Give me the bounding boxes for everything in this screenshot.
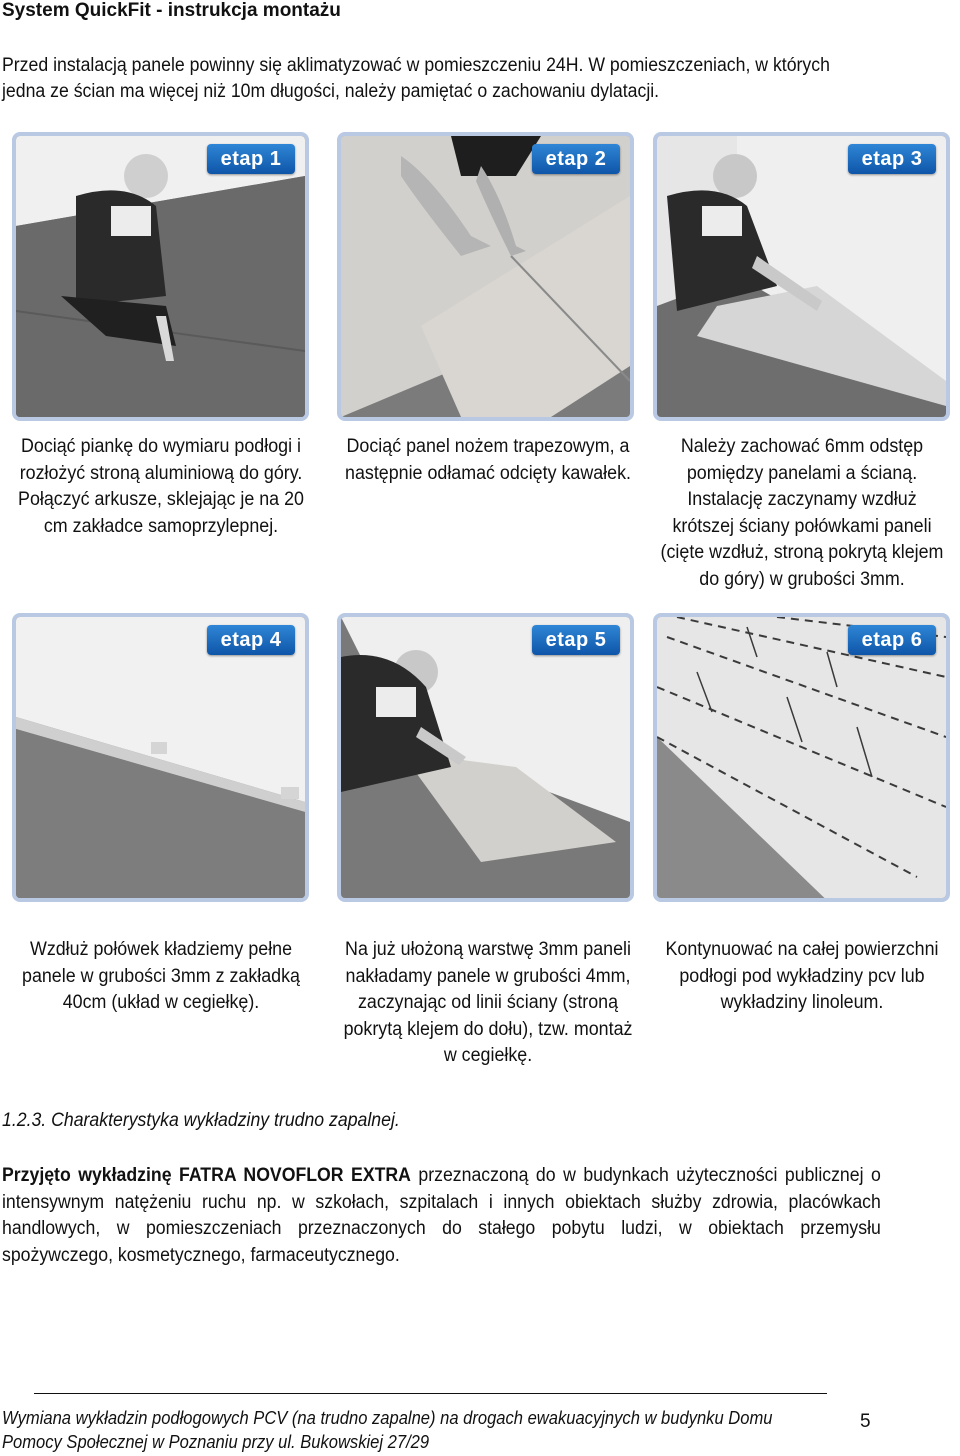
brick-layout-icon (657, 617, 946, 902)
step-5-caption: Na już ułożoną warstwę 3mm paneli nakładamy panele w grubości 4mm, zaczynając od linii ściany (stroną pokrytą klejem do dołu), tzw. montaż w cegiełkę. (343, 939, 633, 1066)
step-1-caption: Dociąć piankę do wymiaru podłogi i rozłożyć stroną aluminiową do góry. Połączyć arkusze, sklejając je na 20 cm zakładce samoprzylepnej. (18, 436, 304, 537)
panel-cutting-icon (341, 136, 630, 417)
step-badge: etap 5 (532, 625, 620, 655)
step-3-photo (653, 132, 950, 421)
page-number: 5 (860, 1411, 871, 1432)
step-6-photo (653, 613, 950, 902)
body-paragraph (2, 1163, 881, 1269)
page-title: System QuickFit - instrukcja montażu (2, 0, 341, 21)
half-panels-icon (16, 617, 305, 902)
step-6-caption: Kontynuować na całej powierzchni podłogi pod wykładziny pcv lub wykładziny linoleum. (665, 939, 939, 1013)
step-badge: etap 4 (207, 625, 295, 655)
step-1-photo (12, 132, 309, 421)
intro-text: Przed instalacją panele powinny się aklimatyzować w pomieszczeniu 24H. W pomieszczeniach, w których jedna ze ścian ma więcej niż 10m długości, należy pamiętać o zachowaniu dylatacji. (2, 55, 830, 102)
step-4-caption: Wzdłuż połówek kładziemy pełne panele w grubości 3mm z zakładką 40cm (układ w cegiełkę). (22, 939, 300, 1013)
paragraph-text: przeznaczoną do w budynkach użyteczności publicznej o intensywnym natężeniu ruchu np. w szkołach, szpitalach i innych obiektach służby zdrowia, placówkach handlowych, w pomieszczeniach przeznaczonych do stałego pobytu ludzi, w obiektach przemysłu spożywczego, kosmetycznego, farmaceutycznego. (2, 1165, 881, 1266)
step-4-photo (12, 613, 309, 902)
step-3-caption: Należy zachować 6mm odstęp pomiędzy panelami a ścianą. Instalację zaczynamy wzdłuż krótszej ściany połówkami paneli (cięte wzdłuż, stroną pokrytą klejem do góry) w grubości 3mm. (660, 436, 944, 590)
step-badge: etap 3 (848, 144, 936, 174)
step-5-photo (337, 613, 634, 902)
man-laying-panel-icon (341, 617, 630, 902)
step-2-photo (337, 132, 634, 421)
man-kneeling-icon (16, 136, 305, 417)
step-badge: etap 2 (532, 144, 620, 174)
paragraph-bold: Przyjęto wykładzinę FATRA NOVOFLOR EXTRA (2, 1165, 411, 1186)
footer-text: Wymiana wykładzin podłogowych PCV (na trudno zapalne) na drogach ewakuacyjnych w budynku Domu Pomocy Społecznej w Poznaniu przy ul. Bukowskiej 27/29 (2, 1408, 773, 1452)
step-2-caption: Dociąć panel nożem trapezowym, a następnie odłamać odcięty kawałek. (345, 436, 631, 484)
step-badge: etap 6 (848, 625, 936, 655)
footer-divider (34, 1393, 827, 1394)
section-heading: 1.2.3. Charakterystyka wykładziny trudno zapalnej. (2, 1110, 400, 1131)
man-at-wall-icon (657, 136, 946, 417)
step-badge: etap 1 (207, 144, 295, 174)
